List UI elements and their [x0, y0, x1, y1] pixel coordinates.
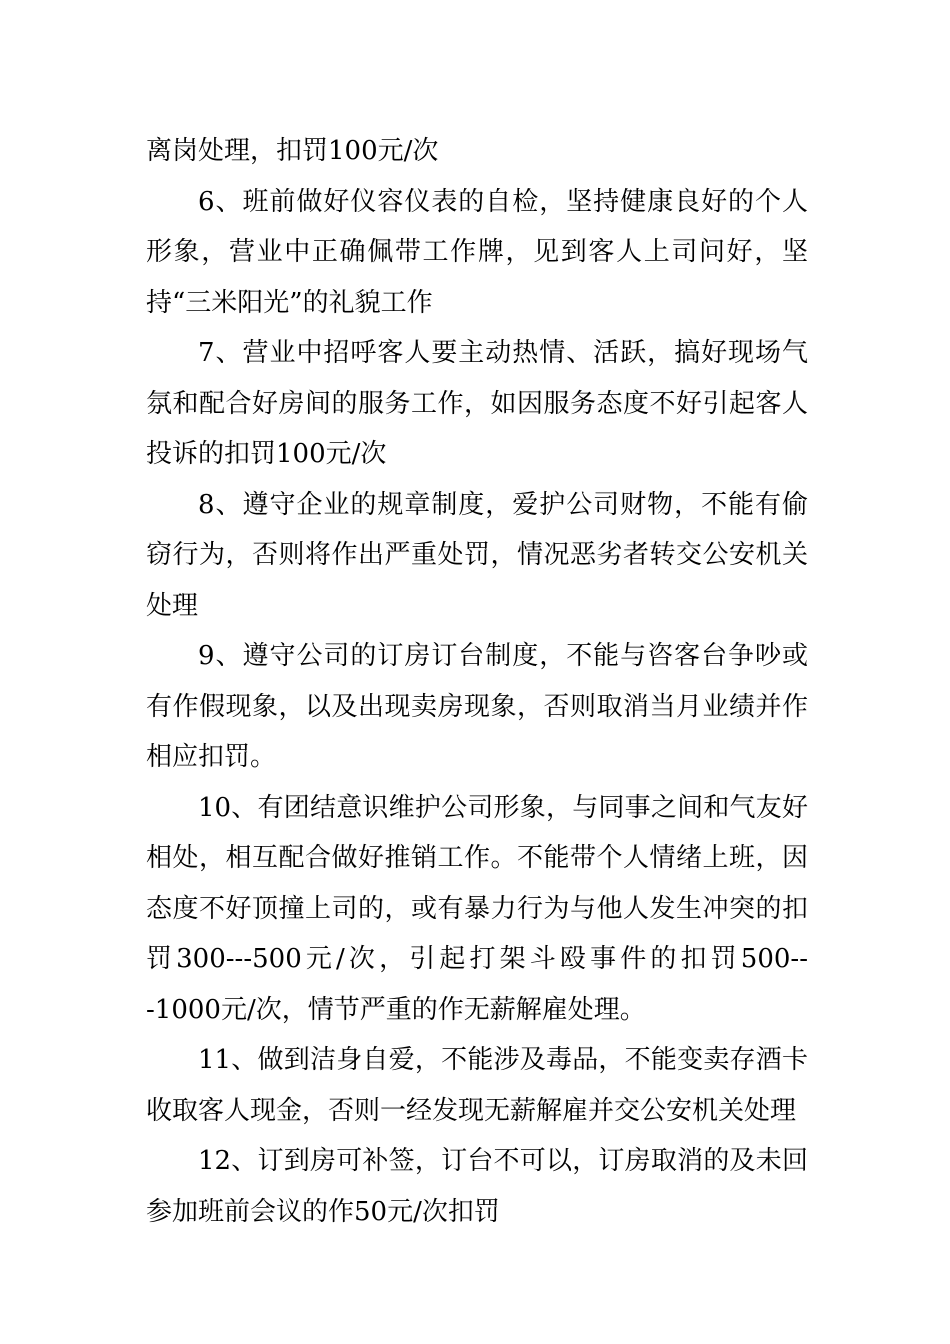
paragraph-rule-8: 8、遵守企业的规章制度，爱护公司财物，不能有偷窃行为，否则将作出严重处罚，情况恶劣者转交公安机关处理: [146, 489, 808, 621]
paragraph-rule-12: 12、订到房可补签，订台不可以，订房取消的及未回参加班前会议的作50元/次扣罚: [146, 1146, 808, 1227]
paragraph-rule-9: 9、遵守公司的订房订台制度，不能与咨客台争吵或有作假现象，以及出现卖房现象，否则取消当月业绩并作相应扣罚。: [146, 641, 808, 772]
paragraph-rule-6: 6、班前做好仪容仪表的自检，坚持健康良好的个人形象，营业中正确佩带工作牌，见到客人上司问好，坚持“三米阳光”的礼貌工作: [146, 186, 808, 318]
document-body: [146, 126, 808, 1237]
paragraph-rule-7: 7、营业中招呼客人要主动热情、活跃，搞好现场气氛和配合好房间的服务工作，如因服务态度不好引起客人投诉的扣罚100元/次: [146, 338, 808, 469]
paragraph-continuation: 离岗处理，扣罚100元/次: [146, 136, 439, 166]
paragraph-rule-11: 11、做到洁身自爱，不能涉及毒品，不能变卖存酒卡收取客人现金，否则一经发现无薪解雇并交公安机关处理: [146, 1045, 808, 1126]
paragraph-rule-10: 10、有团结意识维护公司形象，与同事之间和气友好相处，相互配合做好推销工作。不能带个人情绪上班，因态度不好顶撞上司的，或有暴力行为与他人发生冲突的扣罚300---500元/次，引起打架斗殴事件的扣罚500---1000元/次，情节严重的作无薪解雇处理。: [146, 792, 808, 1025]
